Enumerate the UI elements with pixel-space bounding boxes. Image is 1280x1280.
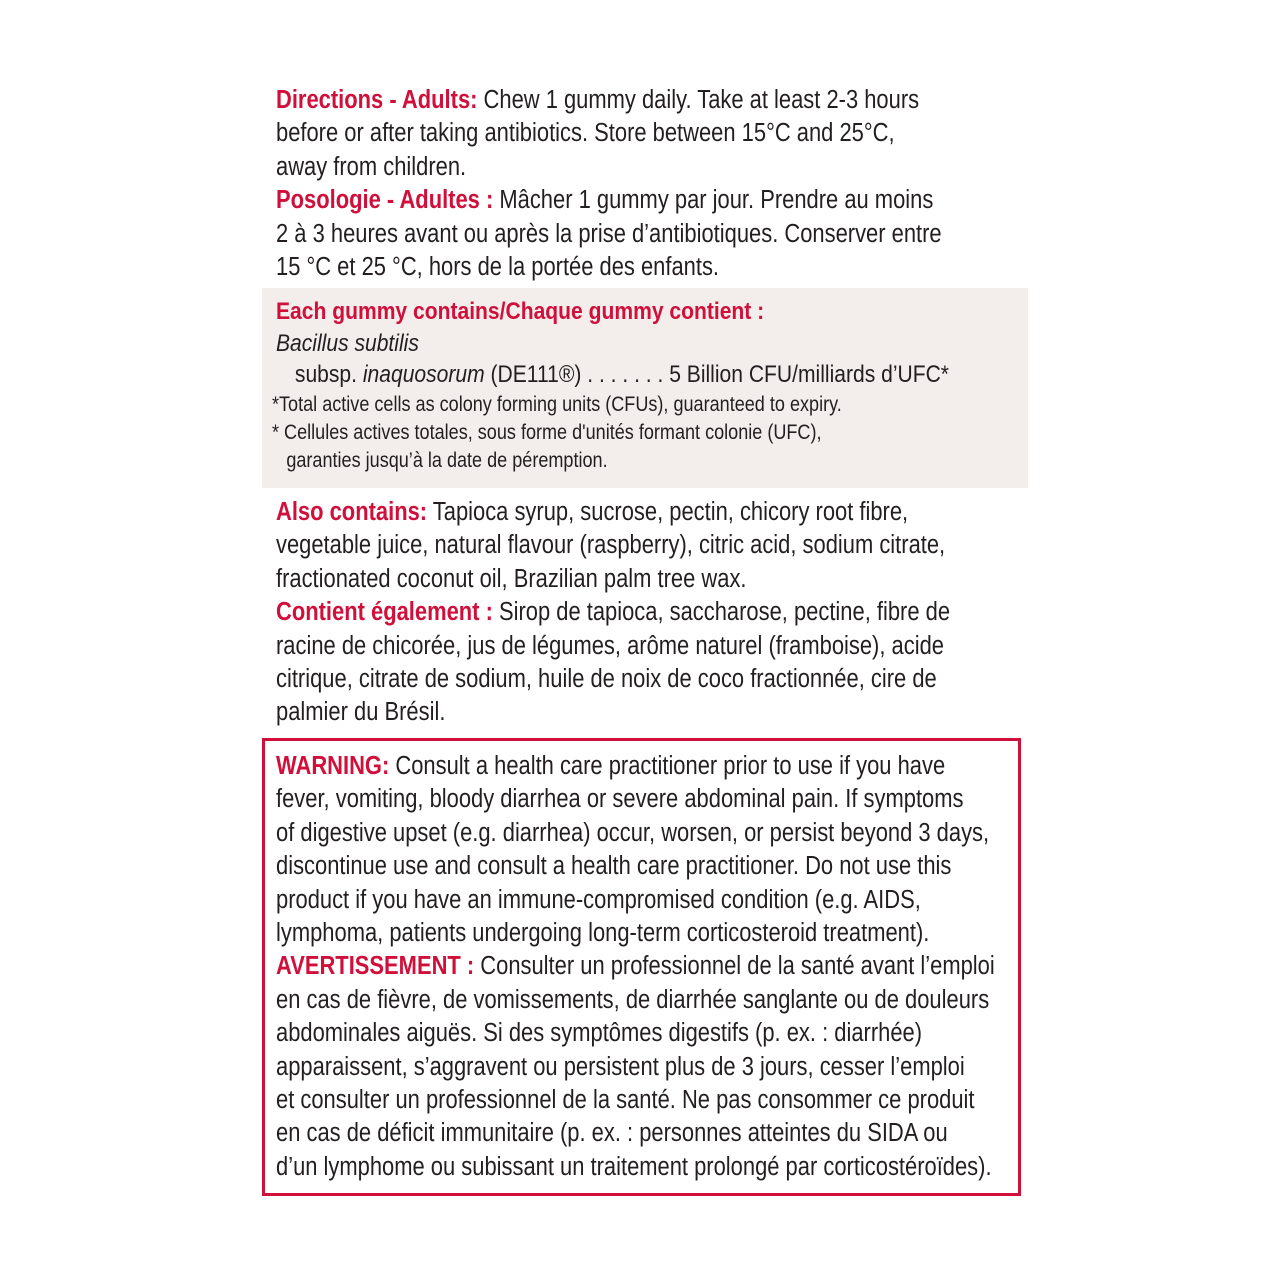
warning-fr-line: d’un lymphome ou subissant un traitement prolongé par corticostéroïdes). (276, 1152, 992, 1181)
directions-fr-line: 2 à 3 heures avant ou après la prise d’antibiotiques. Conserver entre (276, 219, 942, 248)
warning-en (276, 750, 995, 783)
also-contains-en-line: Tapioca syrup, sucrose, pectin, chicory root fibre, (427, 498, 909, 526)
directions-en-line: before or after taking antibiotics. Store between 15°C and 25°C, (276, 119, 895, 148)
warning-fr-line: en cas de fièvre, de vomissements, de diarrhée sanglante ou de douleurs (276, 985, 990, 1014)
directions-fr (276, 184, 942, 217)
also-contains-en-line: fractionated coconut oil, Brazilian palm tree wax. (276, 564, 747, 593)
warning-en-line: product if you have an immune-compromised condition (e.g. AIDS, (276, 885, 921, 914)
also-contains-fr (276, 596, 950, 629)
also-contains-en-line: vegetable juice, natural flavour (raspberry), citric acid, sodium citrate, (276, 531, 946, 560)
medicinal-ingredients-section (272, 296, 1059, 475)
warning-fr-line: Consulter un professionnel de la santé avant l’emploi (474, 952, 995, 981)
directions-fr-line: 15 °C et 25 °C, hors de la portée des enfants. (276, 253, 720, 282)
directions-en-label: Directions - Adults: (276, 86, 478, 114)
strain-amount: (DE111®) . . . . . . . 5 Billion CFU/milliards d’UFC* (484, 361, 950, 388)
also-contains-fr-line: Sirop de tapioca, saccharose, pectine, fibre de (492, 598, 951, 627)
subsp-name: inaquosorum (362, 361, 485, 388)
directions-section (276, 84, 1050, 284)
also-contains-fr-line: palmier du Brésil. (276, 698, 446, 727)
footnote-fr-cont: garanties jusqu’à la date de péremption. (286, 448, 608, 472)
warning-en-label: WARNING: (276, 752, 390, 780)
footnote-en: *Total active cells as colony forming units (CFUs), guaranteed to expiry. (272, 392, 842, 416)
organism-name: Bacillus subtilis (276, 329, 419, 357)
also-contains-en (276, 496, 950, 529)
also-contains-fr-line: racine de chicorée, jus de légumes, arôme naturel (framboise), acide (276, 631, 944, 660)
directions-en-line: away from children. (276, 152, 467, 181)
warning-fr-label: AVERTISSEMENT : (276, 952, 475, 981)
warning-en-line: discontinue use and consult a health care practitioner. Do not use this (276, 852, 952, 881)
warning-en-line: lymphoma, patients undergoing long-term corticosteroid treatment). (276, 919, 930, 948)
directions-fr-label: Posologie - Adultes : (276, 186, 494, 215)
directions-en (276, 84, 942, 117)
warning-section (276, 750, 1112, 1184)
also-contains-en-label: Also contains: (276, 498, 428, 526)
also-contains-fr-line: citrique, citrate de sodium, huile de noix de coco fractionnée, cire de (276, 665, 937, 694)
non-medicinal-ingredients-section (276, 496, 1060, 730)
warning-en-line: fever, vomiting, bloody diarrhea or severe abdominal pain. If symptoms (276, 785, 964, 814)
also-contains-fr-label: Contient également : (276, 598, 493, 627)
warning-fr-line: et consulter un professionnel de la santé. Ne pas consommer ce produit (276, 1086, 975, 1115)
warning-fr (276, 950, 995, 983)
warning-en-line: of digestive upset (e.g. diarrhea) occur, worsen, or persist beyond 3 days, (276, 818, 990, 847)
strain-line (276, 359, 949, 391)
warning-fr-line: abdominales aiguës. Si des symptômes digestifs (p. ex. : diarrhée) (276, 1019, 923, 1048)
ingredients-heading: Each gummy contains/Chaque gummy contient : (276, 298, 765, 325)
directions-en-line: Chew 1 gummy daily. Take at least 2-3 hours (477, 86, 920, 114)
warning-fr-line: apparaissent, s’aggravent ou persistent plus de 3 jours, cesser l’emploi (276, 1052, 965, 1081)
footnote-fr: * Cellules actives totales, sous forme d'unités formant colonie (UFC), (272, 420, 822, 444)
subsp-prefix: subsp. (294, 361, 363, 388)
directions-fr-line: Mâcher 1 gummy par jour. Prendre au moins (493, 186, 934, 215)
warning-en-line: Consult a health care practitioner prior to use if you have (389, 752, 946, 780)
warning-fr-line: en cas de déficit immunitaire (p. ex. : personnes atteintes du SIDA ou (276, 1119, 948, 1148)
